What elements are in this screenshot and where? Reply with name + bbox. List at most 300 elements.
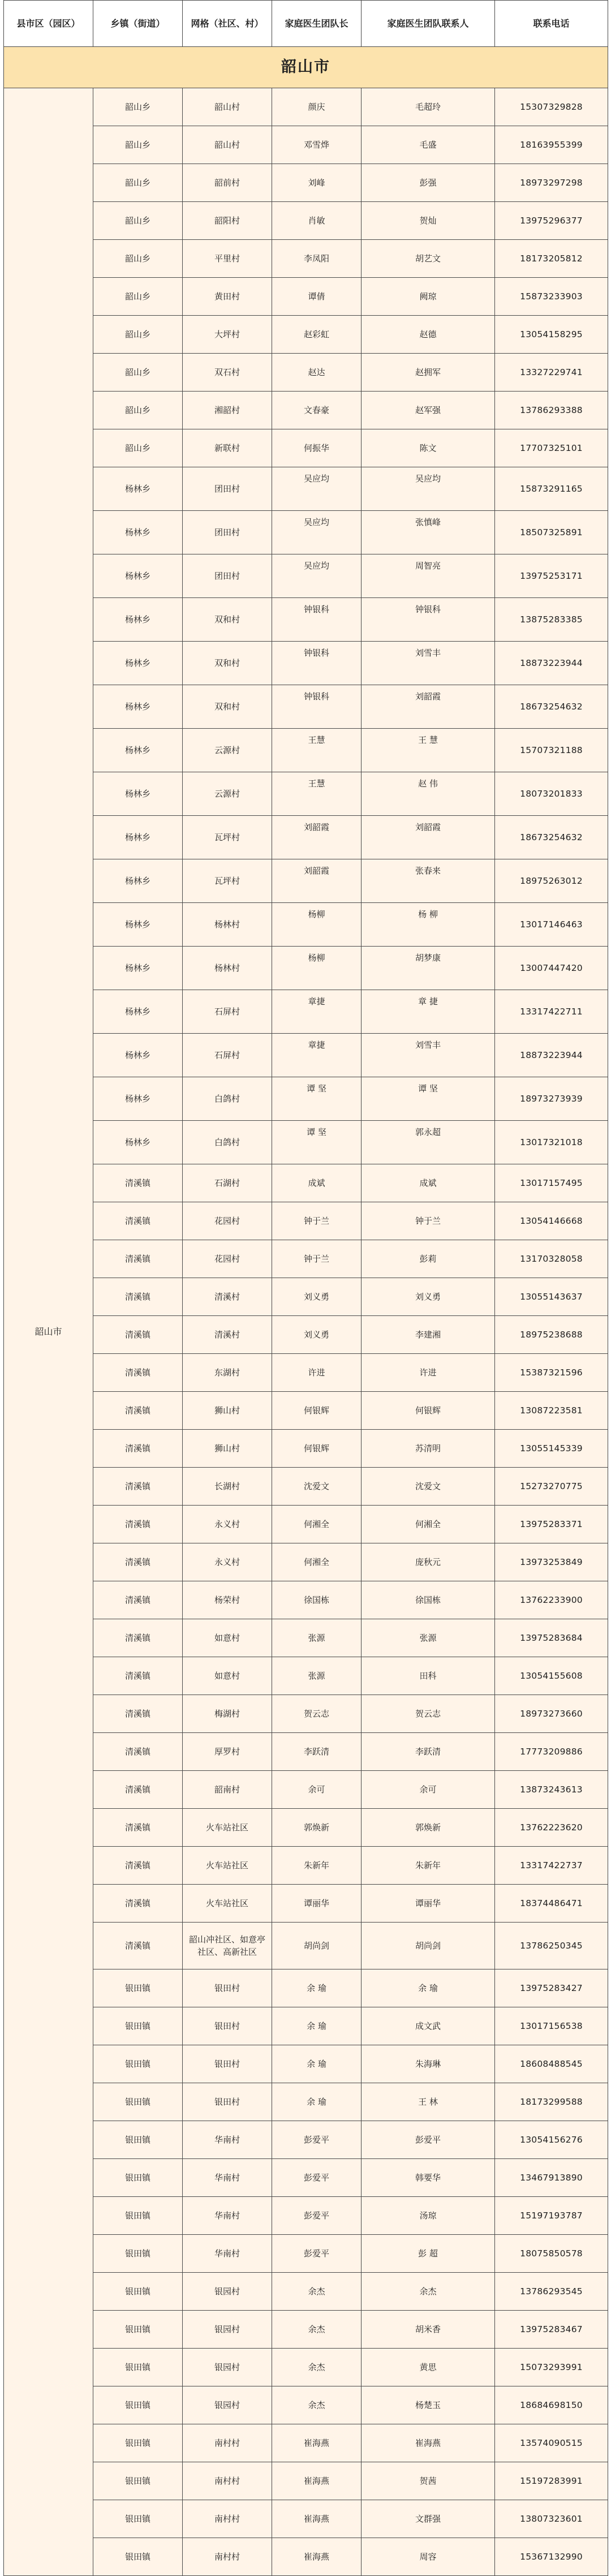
table-row (4, 1316, 608, 1354)
phone-cell: 13786293545 (495, 2273, 608, 2311)
town-cell: 清溪镇 (93, 1164, 183, 1202)
phone-cell: 18873223944 (495, 642, 608, 685)
team-contact-cell: 何银辉 (362, 1392, 495, 1430)
phone-cell: 13007447420 (495, 947, 608, 990)
town-cell: 清溪镇 (93, 1923, 183, 1969)
header-phone: 联系电话 (495, 1, 608, 47)
town-cell: 银田镇 (93, 2500, 183, 2538)
phone-cell: 18673254632 (495, 816, 608, 859)
team-contact-cell: 毛超玲 (362, 88, 495, 126)
header-row (4, 1, 608, 47)
grid-cell: 湘韶村 (183, 392, 272, 429)
phone-cell: 13055143637 (495, 1278, 608, 1316)
team-leader-cell: 赵彩虹 (272, 316, 362, 354)
town-cell: 杨林乡 (93, 685, 183, 729)
grid-cell: 韶山村 (183, 88, 272, 126)
phone-cell: 13786293388 (495, 392, 608, 429)
table-row (4, 1164, 608, 1202)
town-cell: 韶山乡 (93, 316, 183, 354)
phone-cell: 13327229741 (495, 354, 608, 392)
team-leader-cell: 谭丽华 (272, 1885, 362, 1923)
table-row (4, 2235, 608, 2273)
grid-cell: 华南村 (183, 2197, 272, 2235)
team-leader-cell: 肖敏 (272, 202, 362, 240)
town-cell: 银田镇 (93, 2311, 183, 2349)
header-team-leader: 家庭医生团队长 (272, 1, 362, 47)
grid-cell: 华南村 (183, 2121, 272, 2159)
table-row (4, 1581, 608, 1619)
table-row (4, 1923, 608, 1969)
team-contact-cell: 李跃清 (362, 1733, 495, 1771)
team-leader-cell: 刘峰 (272, 164, 362, 202)
team-contact-cell: 张源 (362, 1619, 495, 1657)
town-cell: 银田镇 (93, 2273, 183, 2311)
table-row (4, 467, 608, 511)
phone-cell: 18073201833 (495, 772, 608, 816)
team-contact-cell: 毛盛 (362, 126, 495, 164)
header-county: 县市区（园区） (4, 1, 93, 47)
phone-cell: 18374486471 (495, 1885, 608, 1923)
team-contact-cell: 徐国栋 (362, 1581, 495, 1619)
grid-cell: 银园村 (183, 2386, 272, 2424)
phone-cell: 15367132990 (495, 2538, 608, 2576)
grid-cell: 清溪村 (183, 1278, 272, 1316)
grid-cell: 花园村 (183, 1202, 272, 1240)
table-row (4, 511, 608, 554)
phone-cell: 18173205812 (495, 240, 608, 278)
team-leader-cell: 张源 (272, 1619, 362, 1657)
town-cell: 杨林乡 (93, 903, 183, 947)
phone-cell: 13574090515 (495, 2424, 608, 2462)
team-leader-cell: 朱新年 (272, 1847, 362, 1885)
grid-cell: 华南村 (183, 2235, 272, 2273)
town-cell: 银田镇 (93, 2386, 183, 2424)
grid-cell: 云源村 (183, 729, 272, 772)
table-row (4, 1733, 608, 1771)
town-cell: 韶山乡 (93, 126, 183, 164)
team-contact-cell: 黄思 (362, 2349, 495, 2386)
team-contact-cell: 张慎峰 (362, 511, 495, 554)
team-contact-cell: 刘雪丰 (362, 1034, 495, 1077)
table-row (4, 2273, 608, 2311)
team-contact-cell: 余可 (362, 1771, 495, 1809)
town-cell: 清溪镇 (93, 1430, 183, 1468)
town-cell: 清溪镇 (93, 1771, 183, 1809)
grid-cell: 双和村 (183, 642, 272, 685)
town-cell: 韶山乡 (93, 202, 183, 240)
town-cell: 银田镇 (93, 2159, 183, 2197)
grid-cell: 永义村 (183, 1543, 272, 1581)
grid-cell: 黄田村 (183, 278, 272, 316)
team-leader-cell: 何湘全 (272, 1543, 362, 1581)
phone-cell: 13017321018 (495, 1121, 608, 1164)
town-cell: 清溪镇 (93, 1657, 183, 1695)
town-cell: 韶山乡 (93, 354, 183, 392)
table-row (4, 685, 608, 729)
team-contact-cell: 刘韶霞 (362, 685, 495, 729)
grid-cell: 银田村 (183, 2007, 272, 2045)
phone-cell: 18975238688 (495, 1316, 608, 1354)
phone-cell: 18163955399 (495, 126, 608, 164)
team-contact-cell: 沈爱文 (362, 1468, 495, 1506)
team-contact-cell: 朱新年 (362, 1847, 495, 1885)
grid-cell: 团田村 (183, 467, 272, 511)
town-cell: 杨林乡 (93, 816, 183, 859)
team-contact-cell: 刘义勇 (362, 1278, 495, 1316)
team-leader-cell: 文春豪 (272, 392, 362, 429)
team-contact-cell: 胡米香 (362, 2311, 495, 2349)
grid-cell: 狮山村 (183, 1430, 272, 1468)
grid-cell: 南村村 (183, 2500, 272, 2538)
phone-cell: 15273270775 (495, 1468, 608, 1506)
team-leader-cell: 何银辉 (272, 1430, 362, 1468)
table-row (4, 1771, 608, 1809)
table-row (4, 1240, 608, 1278)
town-cell: 清溪镇 (93, 1468, 183, 1506)
team-contact-cell: 吴应均 (362, 467, 495, 511)
town-cell: 银田镇 (93, 2462, 183, 2500)
phone-cell: 13975283467 (495, 2311, 608, 2349)
team-contact-cell: 成文武 (362, 2007, 495, 2045)
team-leader-cell: 余 瑜 (272, 2083, 362, 2121)
town-cell: 银田镇 (93, 2424, 183, 2462)
table-row (4, 1354, 608, 1392)
phone-cell: 18973297298 (495, 164, 608, 202)
phone-cell: 13762233900 (495, 1581, 608, 1619)
phone-cell: 13807323601 (495, 2500, 608, 2538)
phone-cell: 13170328058 (495, 1240, 608, 1278)
table-row (4, 278, 608, 316)
table-row (4, 1278, 608, 1316)
phone-cell: 13317422737 (495, 1847, 608, 1885)
town-cell: 清溪镇 (93, 1543, 183, 1581)
grid-cell: 东湖村 (183, 1354, 272, 1392)
town-cell: 银田镇 (93, 2083, 183, 2121)
team-contact-cell: 贺茜 (362, 2462, 495, 2500)
grid-cell: 团田村 (183, 554, 272, 598)
town-cell: 清溪镇 (93, 1278, 183, 1316)
county-cell: 韶山市 (4, 88, 93, 2576)
phone-cell: 13786250345 (495, 1923, 608, 1969)
grid-cell: 石屏村 (183, 990, 272, 1034)
phone-cell: 13317422711 (495, 990, 608, 1034)
team-leader-cell: 钟银科 (272, 685, 362, 729)
team-contact-cell: 彭莉 (362, 1240, 495, 1278)
team-contact-cell: 赵德 (362, 316, 495, 354)
team-contact-cell: 谭 坚 (362, 1077, 495, 1121)
grid-cell: 火车站社区 (183, 1885, 272, 1923)
phone-cell: 15873291165 (495, 467, 608, 511)
team-contact-cell: 杨楚玉 (362, 2386, 495, 2424)
team-leader-cell: 胡尚剑 (272, 1923, 362, 1969)
town-cell: 清溪镇 (93, 1733, 183, 1771)
grid-cell: 韶山村 (183, 126, 272, 164)
team-leader-cell: 余杰 (272, 2386, 362, 2424)
town-cell: 银田镇 (93, 2538, 183, 2576)
town-cell: 韶山乡 (93, 278, 183, 316)
table-row (4, 1121, 608, 1164)
grid-cell: 南村村 (183, 2424, 272, 2462)
town-cell: 清溪镇 (93, 1354, 183, 1392)
town-cell: 杨林乡 (93, 1034, 183, 1077)
table-row (4, 2311, 608, 2349)
grid-cell: 长湖村 (183, 1468, 272, 1506)
team-leader-cell: 沈爱文 (272, 1468, 362, 1506)
team-contact-cell: 何湘全 (362, 1506, 495, 1543)
team-leader-cell: 刘义勇 (272, 1278, 362, 1316)
team-leader-cell: 赵达 (272, 354, 362, 392)
phone-cell: 13017146463 (495, 903, 608, 947)
table-row (4, 1695, 608, 1733)
town-cell: 银田镇 (93, 2349, 183, 2386)
city-title-row (4, 47, 608, 88)
phone-cell: 13467913890 (495, 2159, 608, 2197)
team-contact-cell: 成斌 (362, 1164, 495, 1202)
team-contact-cell: 赵拥军 (362, 354, 495, 392)
team-contact-cell: 赵军强 (362, 392, 495, 429)
grid-cell: 杨林村 (183, 947, 272, 990)
team-leader-cell: 余杰 (272, 2349, 362, 2386)
team-leader-cell: 王慧 (272, 729, 362, 772)
grid-cell: 永义村 (183, 1506, 272, 1543)
town-cell: 杨林乡 (93, 598, 183, 642)
phone-cell: 13875283385 (495, 598, 608, 642)
table-row (4, 947, 608, 990)
grid-cell: 韶阳村 (183, 202, 272, 240)
team-leader-cell: 余杰 (272, 2311, 362, 2349)
team-leader-cell: 章捷 (272, 990, 362, 1034)
phone-cell: 13017156538 (495, 2007, 608, 2045)
phone-cell: 15387321596 (495, 1354, 608, 1392)
town-cell: 韶山乡 (93, 164, 183, 202)
grid-cell: 杨荣村 (183, 1581, 272, 1619)
grid-cell: 银园村 (183, 2349, 272, 2386)
team-leader-cell: 邓雪烨 (272, 126, 362, 164)
phone-cell: 18608488545 (495, 2045, 608, 2083)
phone-cell: 15707321188 (495, 729, 608, 772)
team-contact-cell: 赵 伟 (362, 772, 495, 816)
team-leader-cell: 刘韶霞 (272, 859, 362, 903)
team-leader-cell: 彭爱平 (272, 2121, 362, 2159)
team-leader-cell: 余 瑜 (272, 2045, 362, 2083)
team-contact-cell: 许进 (362, 1354, 495, 1392)
town-cell: 银田镇 (93, 2007, 183, 2045)
grid-cell: 南村村 (183, 2538, 272, 2576)
team-contact-cell: 贺灿 (362, 202, 495, 240)
grid-cell: 团田村 (183, 511, 272, 554)
table-row (4, 354, 608, 392)
team-leader-cell: 吴应均 (272, 511, 362, 554)
town-cell: 杨林乡 (93, 859, 183, 903)
team-leader-cell: 余 瑜 (272, 2007, 362, 2045)
town-cell: 清溪镇 (93, 1695, 183, 1733)
town-cell: 清溪镇 (93, 1202, 183, 1240)
grid-cell: 银田村 (183, 1969, 272, 2007)
team-leader-cell: 余 瑜 (272, 1969, 362, 2007)
grid-cell: 银田村 (183, 2083, 272, 2121)
team-contact-cell: 胡艺文 (362, 240, 495, 278)
phone-cell: 13762223620 (495, 1809, 608, 1847)
town-cell: 清溪镇 (93, 1619, 183, 1657)
phone-cell: 18075850578 (495, 2235, 608, 2273)
team-contact-cell: 崔海燕 (362, 2424, 495, 2462)
phone-cell: 17773209886 (495, 1733, 608, 1771)
table-row (4, 1657, 608, 1695)
grid-cell: 白鸽村 (183, 1121, 272, 1164)
header-team-contact: 家庭医生团队联系人 (362, 1, 495, 47)
table-row (4, 392, 608, 429)
team-contact-cell: 余杰 (362, 2273, 495, 2311)
team-contact-cell: 余 瑜 (362, 1969, 495, 2007)
team-leader-cell: 谭倩 (272, 278, 362, 316)
phone-cell: 13055145339 (495, 1430, 608, 1468)
team-leader-cell: 吴应均 (272, 554, 362, 598)
team-leader-cell: 何银辉 (272, 1392, 362, 1430)
grid-cell: 银园村 (183, 2311, 272, 2349)
grid-cell: 韶山冲社区、如意亭社区、高新社区 (183, 1923, 272, 1969)
team-leader-cell: 成斌 (272, 1164, 362, 1202)
table-row (4, 1202, 608, 1240)
team-leader-cell: 贺云志 (272, 1695, 362, 1733)
team-contact-cell: 胡梦康 (362, 947, 495, 990)
phone-cell: 13975253171 (495, 554, 608, 598)
phone-cell: 13054158295 (495, 316, 608, 354)
city-title: 韶山市 (4, 47, 608, 88)
team-leader-cell: 谭 坚 (272, 1077, 362, 1121)
team-contact-cell: 李建湘 (362, 1316, 495, 1354)
phone-cell: 15197283991 (495, 2462, 608, 2500)
team-leader-cell: 王慧 (272, 772, 362, 816)
table-row (4, 1543, 608, 1581)
table-row (4, 554, 608, 598)
table-row (4, 2500, 608, 2538)
table-row (4, 1847, 608, 1885)
team-leader-cell: 彭爱平 (272, 2159, 362, 2197)
grid-cell: 华南村 (183, 2159, 272, 2197)
grid-cell: 平里村 (183, 240, 272, 278)
team-leader-cell: 钟于兰 (272, 1202, 362, 1240)
town-cell: 杨林乡 (93, 554, 183, 598)
family-doctor-team-table (3, 0, 608, 2576)
phone-cell: 15073293991 (495, 2349, 608, 2386)
team-contact-cell: 郭永超 (362, 1121, 495, 1164)
grid-cell: 火车站社区 (183, 1847, 272, 1885)
team-leader-cell: 刘义勇 (272, 1316, 362, 1354)
grid-cell: 云源村 (183, 772, 272, 816)
phone-cell: 13975283371 (495, 1506, 608, 1543)
phone-cell: 13873243613 (495, 1771, 608, 1809)
phone-cell: 18973273939 (495, 1077, 608, 1121)
town-cell: 清溪镇 (93, 1240, 183, 1278)
table-row (4, 1468, 608, 1506)
grid-cell: 韶前村 (183, 164, 272, 202)
table-row (4, 202, 608, 240)
table-row (4, 1077, 608, 1121)
table-row (4, 2121, 608, 2159)
grid-cell: 大坪村 (183, 316, 272, 354)
team-leader-cell: 刘韶霞 (272, 816, 362, 859)
team-leader-cell: 李凤阳 (272, 240, 362, 278)
grid-cell: 韶南村 (183, 1771, 272, 1809)
team-leader-cell: 何振华 (272, 429, 362, 467)
town-cell: 银田镇 (93, 1969, 183, 2007)
town-cell: 清溪镇 (93, 1581, 183, 1619)
team-contact-cell: 彭爱平 (362, 2121, 495, 2159)
team-leader-cell: 余可 (272, 1771, 362, 1809)
grid-cell: 瓦坪村 (183, 816, 272, 859)
table-row (4, 126, 608, 164)
team-leader-cell: 钟银科 (272, 642, 362, 685)
team-leader-cell: 吴应均 (272, 467, 362, 511)
town-cell: 清溪镇 (93, 1316, 183, 1354)
team-contact-cell: 陈文 (362, 429, 495, 467)
table-row (4, 2538, 608, 2576)
table-row (4, 2349, 608, 2386)
town-cell: 银田镇 (93, 2197, 183, 2235)
team-contact-cell: 周容 (362, 2538, 495, 2576)
team-contact-cell: 朱海琳 (362, 2045, 495, 2083)
town-cell: 杨林乡 (93, 1121, 183, 1164)
phone-cell: 15197193787 (495, 2197, 608, 2235)
table-row (4, 1969, 608, 2007)
grid-cell: 银田村 (183, 2045, 272, 2083)
table-row (4, 2007, 608, 2045)
table-row (4, 2462, 608, 2500)
phone-cell: 13054156276 (495, 2121, 608, 2159)
table-row (4, 1506, 608, 1543)
table-row (4, 903, 608, 947)
team-contact-cell: 汤琼 (362, 2197, 495, 2235)
team-contact-cell: 刘雪丰 (362, 642, 495, 685)
team-leader-cell: 崔海燕 (272, 2462, 362, 2500)
team-contact-cell: 张春来 (362, 859, 495, 903)
team-contact-cell: 郭焕新 (362, 1809, 495, 1847)
table-row (4, 2045, 608, 2083)
team-contact-cell: 王 林 (362, 2083, 495, 2121)
table-row (4, 990, 608, 1034)
team-contact-cell: 钟银科 (362, 598, 495, 642)
town-cell: 韶山乡 (93, 392, 183, 429)
team-leader-cell: 崔海燕 (272, 2500, 362, 2538)
team-contact-cell: 贺云志 (362, 1695, 495, 1733)
table-row (4, 240, 608, 278)
phone-cell: 13973253849 (495, 1543, 608, 1581)
phone-cell: 18673254632 (495, 685, 608, 729)
team-leader-cell: 何湘全 (272, 1506, 362, 1543)
phone-cell: 15307329828 (495, 88, 608, 126)
town-cell: 清溪镇 (93, 1885, 183, 1923)
grid-cell: 清溪村 (183, 1316, 272, 1354)
team-leader-cell: 郭焕新 (272, 1809, 362, 1847)
team-leader-cell: 崔海燕 (272, 2424, 362, 2462)
team-contact-cell: 庞秋元 (362, 1543, 495, 1581)
team-leader-cell: 钟于兰 (272, 1240, 362, 1278)
team-contact-cell: 刘韶霞 (362, 816, 495, 859)
grid-cell: 石屏村 (183, 1034, 272, 1077)
grid-cell: 银园村 (183, 2273, 272, 2311)
table-row (4, 88, 608, 126)
team-contact-cell: 田科 (362, 1657, 495, 1695)
grid-cell: 梅湖村 (183, 1695, 272, 1733)
table-row (4, 2197, 608, 2235)
team-contact-cell: 阙琼 (362, 278, 495, 316)
table-row (4, 1885, 608, 1923)
grid-cell: 双和村 (183, 598, 272, 642)
team-leader-cell: 崔海燕 (272, 2538, 362, 2576)
table-row (4, 2083, 608, 2121)
town-cell: 银田镇 (93, 2045, 183, 2083)
phone-cell: 13975296377 (495, 202, 608, 240)
